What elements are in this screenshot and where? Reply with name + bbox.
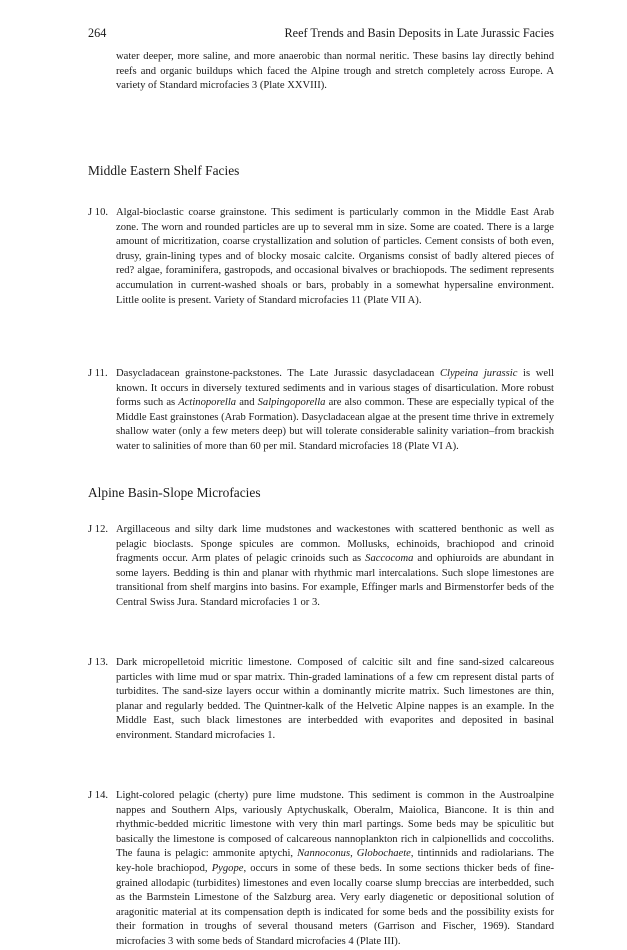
- entry-code: J 14.: [88, 790, 109, 801]
- entry-text: Dark micropelletoid micritic limestone. Composed of calcitic silt and fine sand-sized calcareous particles with lime mud or spar matrix. Thin-graded laminations of a few cm represent distal parts of turbidites. The sand-size layers occur within a dominantly micrite matrix. Such limestones are thin, planar and regularly bedded. The Quintner-kalk of the Helvetic Alpine nappes is an example. In the Middle East, such black limestones are interbedded with evaporites and deposited in basinal environment. Standard microfacies 1.: [116, 657, 554, 741]
- section-heading-alpine: Alpine Basin-Slope Microfacies: [88, 485, 261, 500]
- entry-code: J 12.: [88, 524, 109, 535]
- entry-j13: [88, 656, 554, 744]
- entry-j10: [88, 206, 554, 308]
- entry-text: Argillaceous and silty dark lime mudstones and wackestones with scattered benthonic as well as pelagic bioclasts. Sponge spicules are common. Mollusks, echinoids, brachiopod and crinoid fragments occur. Arm plates of pelagic crinoids such as Saccocoma and ophiuroids are abundant in some layers. Bedding is thin and planar with rhythmic marl intercalations. Such slope limestones are transitional from shelf margins into basins. For example, Effinger marls and Birmenstorfer beds of the Central Swiss Jura. Standard microfacies 1 or 3.: [116, 524, 554, 608]
- entry-code: J 11.: [88, 368, 108, 379]
- entry-text: Algal-bioclastic coarse grainstone. This sediment is particularly common in the Middle East Arab zone. The worn and rounded particles are up to several mm in size. Some are coated. There is a large amount of micritization, coarse crystallization and solution of particles. Cement consists of both even, drusy, grain-lining types and of blocky mosaic calcite. Organisms consist of badly altered pieces of red? algae, foraminifera, gastropods, and occasional bivalves or brachiopods. The sediment represents accumulation in current-washed shoals or bars, probably in a somewhat hypersaline environment. Little oolite is present. Variety of Standard microfacies 11 (Plate VII A).: [116, 207, 554, 306]
- entry-code: J 13.: [88, 657, 109, 668]
- entry-text: Dasycladacean grainstone-packstones. The Late Jurassic dasycladacean Clypeina jurassic is well known. It occurs in diversely textured sediments and in various stages of disarticulation. More robust forms such as Actinoporella and Salpingoporella are also common. These are especially typical of the Middle East grainstones (Arab Formation). Dasycladacean algae at the present time thrive in extremely shallow water (only a few meters deep) but will tolerate considerable salinity variation–from brackish water to salinities of more than 60 per mil. Standard microfacies 18 (Plate VI A).: [116, 368, 554, 452]
- entry-j11: [88, 367, 554, 455]
- intro-paragraph: water deeper, more saline, and more anaerobic than normal neritic. These basins lay directly behind reefs and organic buildups which faced the Alpine trough and stretch completely across Europe. A variety of Standard microfacies 3 (Plate XXVIII).: [116, 51, 554, 92]
- section-heading-middle-eastern: Middle Eastern Shelf Facies: [88, 163, 240, 178]
- running-header: [88, 26, 554, 42]
- running-title: Reef Trends and Basin Deposits in Late Jurassic Facies: [284, 26, 554, 40]
- entry-code: J 10.: [88, 207, 109, 218]
- page-number: 264: [88, 26, 107, 40]
- entry-j14: [88, 789, 554, 950]
- entry-text: Light-colored pelagic (cherty) pure lime mudstone. This sediment is common in the Austroalpine nappes and Southern Alps, variously Aptychuskalk, Oberalm, Maiolica, Biancone. It is thin and rhythmic-bedded micritic limestone with very thin marl partings. Some beds may be spiculitic but basically the limestone is composed of calcareous nannoplankton rich in calpionellids and coccoliths. The fauna is pelagic: ammonite aptychi, Nannoconus, Globochaete, tintinnids and radiolarians. The key-hole brachiopod, Pygope, occurs in some of these beds. In some sections thicker beds of fine-grained allodapic (turbidites) limestones and even locally coarse slump breccias are interbedded, such as the Barmstein Limestone of the Salzburg area. Very early diagenetic or depositional solution of aragonitic material at its compensation depth is indicated for some beds and the possibility exists for their formation in troughs of several thousand meters (Garrison and Fischer, 1969). Standard microfacies 3 with some beds of Standard microfacies 4 (Plate III).: [116, 790, 554, 947]
- entry-j12: [88, 523, 554, 611]
